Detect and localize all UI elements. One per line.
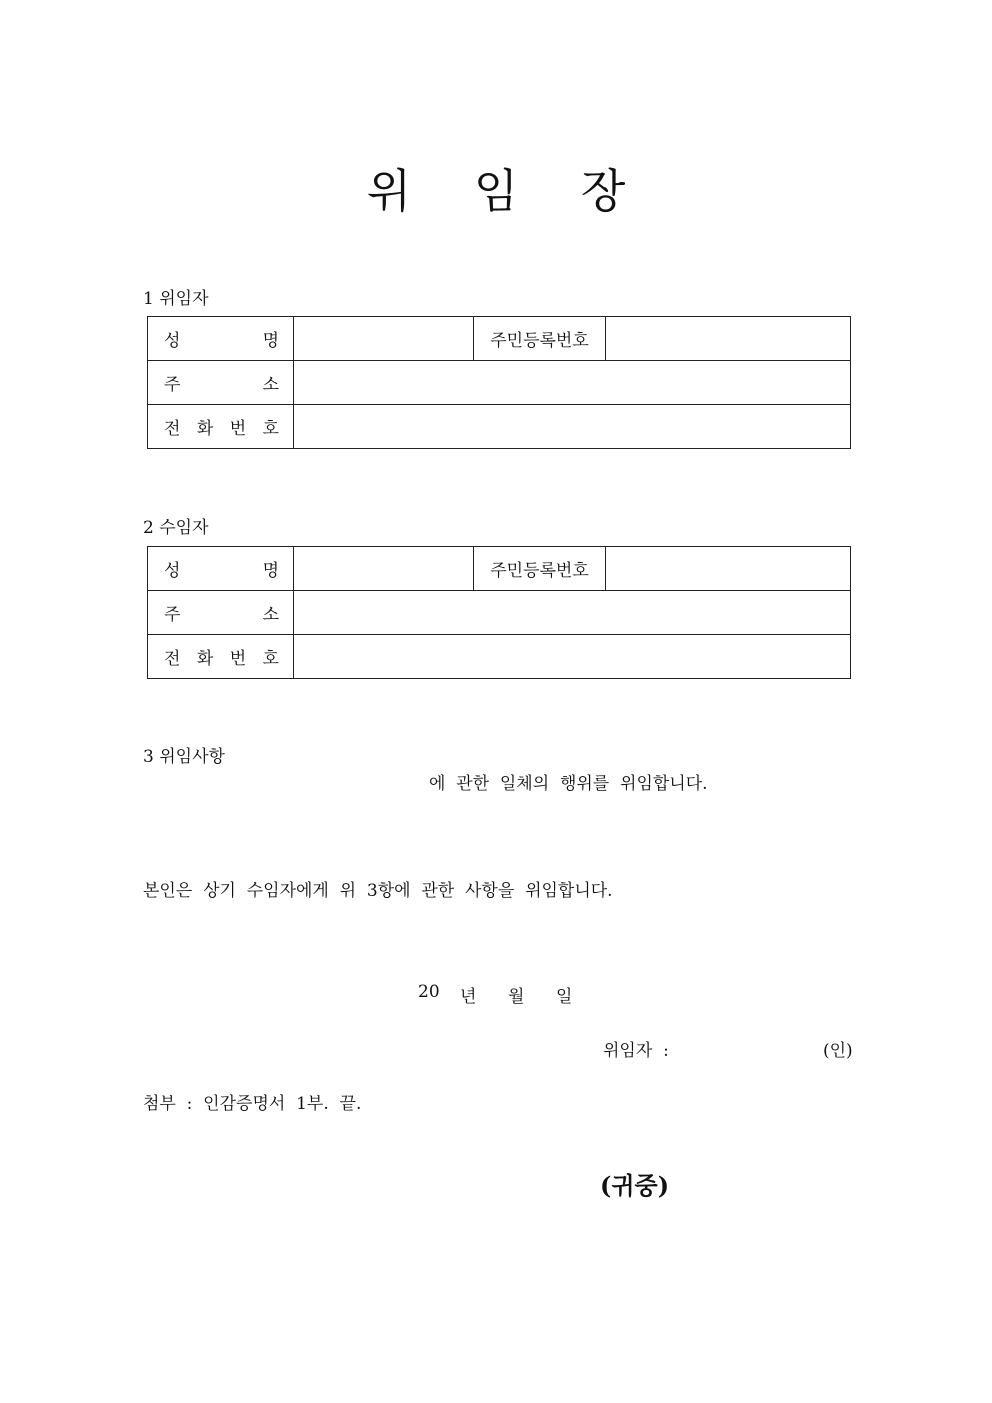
phone-label-char: 번 (229, 649, 247, 669)
table-row (148, 405, 851, 449)
phone-label-cell (148, 635, 294, 679)
delegator-signature-label: 위임자 : (603, 1041, 669, 1061)
address-label-cell (148, 591, 294, 635)
section-1-label: 1 위임자 (143, 289, 209, 309)
section-3-label: 3 위임사항 (143, 747, 225, 767)
recipient-honorific: (귀중) (600, 1171, 670, 1200)
table-row (148, 361, 851, 405)
table-row (148, 591, 851, 635)
date-year-unit: 년 (460, 987, 477, 1007)
date-line (418, 982, 572, 1007)
delegate-rrn-field[interactable] (606, 547, 851, 591)
delegate-table (147, 546, 851, 679)
table-row (148, 635, 851, 679)
phone-label-char: 화 (196, 649, 214, 669)
date-month-unit: 월 (508, 987, 525, 1007)
delegator-rrn-field[interactable] (606, 317, 851, 361)
name-label-char: 성 (164, 561, 181, 581)
section-2-label: 2 수임자 (143, 518, 209, 538)
phone-label-char: 전 (164, 419, 181, 439)
seal-mark: (인) (823, 1041, 853, 1061)
name-label-char: 성 (164, 331, 181, 351)
phone-label-char: 호 (262, 419, 279, 439)
address-label-cell (148, 361, 294, 405)
delegator-table (147, 316, 851, 449)
address-label-char: 소 (262, 375, 279, 395)
document-title: 위 임 장 (366, 164, 626, 218)
table-row (148, 547, 851, 591)
name-label-cell (148, 547, 294, 591)
phone-label-char: 화 (196, 419, 214, 439)
table-row (148, 317, 851, 361)
delegator-name-field[interactable] (294, 317, 474, 361)
delegate-phone-field[interactable] (294, 635, 851, 679)
date-day-unit: 일 (556, 987, 573, 1007)
delegate-name-field[interactable] (294, 547, 474, 591)
delegate-address-field[interactable] (294, 591, 851, 635)
phone-label-char: 호 (262, 649, 279, 669)
rrn-label: 주민등록번호 (474, 317, 606, 361)
phone-label-char: 번 (229, 419, 247, 439)
delegator-address-field[interactable] (294, 361, 851, 405)
delegation-statement: 본인은 상기 수임자에게 위 3항에 관한 사항을 위임합니다. (143, 881, 613, 901)
phone-label-cell (148, 405, 294, 449)
address-label-char: 주 (164, 605, 181, 625)
name-label-char: 명 (262, 561, 279, 581)
date-year-prefix: 20 (418, 982, 440, 1002)
delegator-phone-field[interactable] (294, 405, 851, 449)
address-label-char: 소 (262, 605, 279, 625)
rrn-label: 주민등록번호 (474, 547, 606, 591)
delegation-matter-text: 에 관한 일체의 행위를 위임합니다. (429, 774, 708, 794)
name-label-char: 명 (262, 331, 279, 351)
attachment-note: 첨부 : 인감증명서 1부. 끝. (143, 1094, 362, 1114)
address-label-char: 주 (164, 375, 181, 395)
name-label-cell (148, 317, 294, 361)
phone-label-char: 전 (164, 649, 181, 669)
